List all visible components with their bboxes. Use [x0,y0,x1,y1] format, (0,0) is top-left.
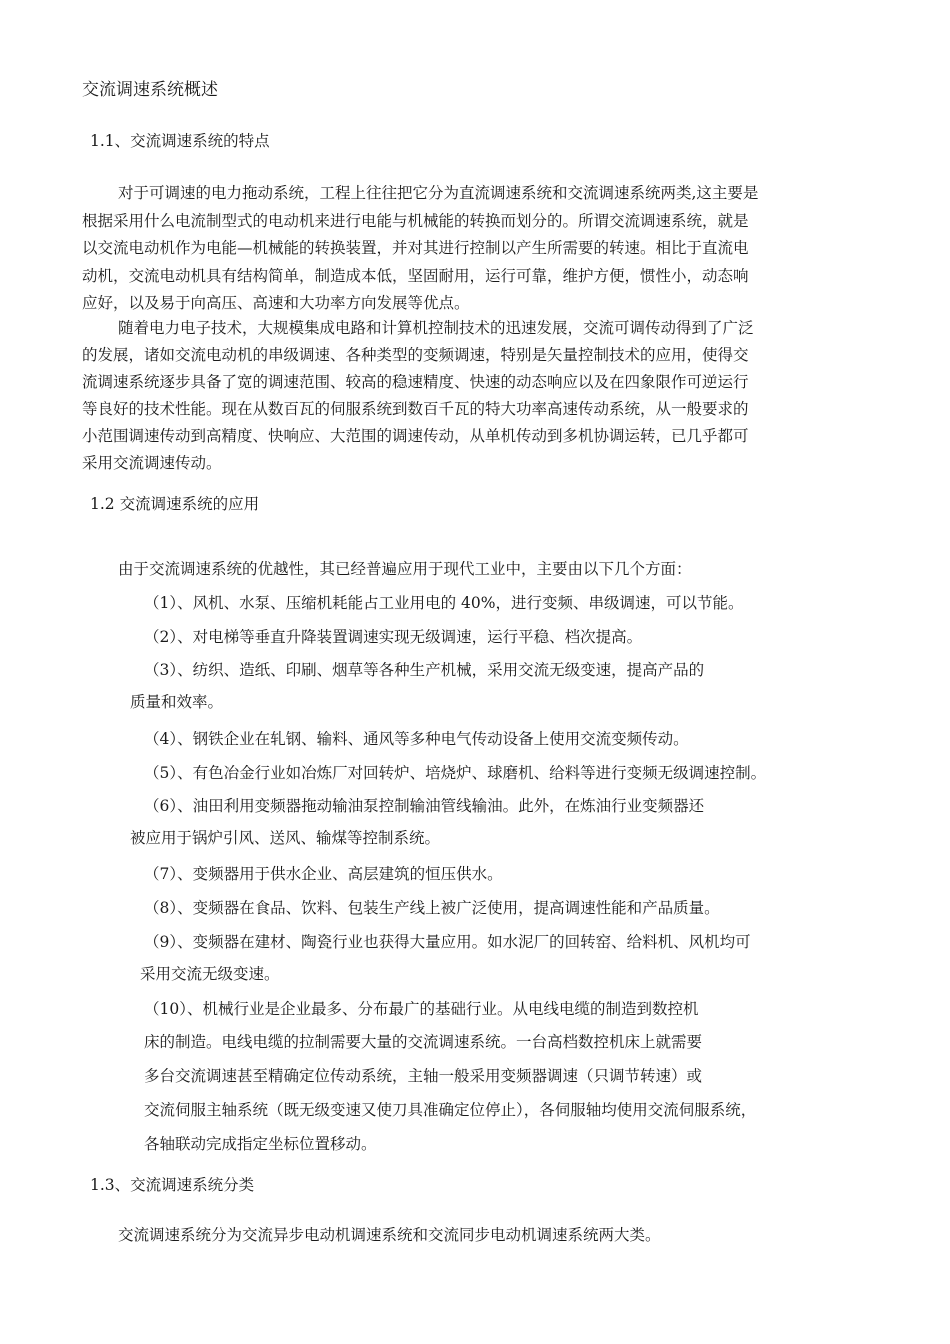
paragraph-line: 对于可调速的电力拖动系统，工程上往往把它分为直流调速系统和交流调速系统两类,这主要是 [118,184,759,202]
list-item: （7）、变频器用于供水企业、高层建筑的恒压供水。 [144,865,503,883]
paragraph-line: 等良好的技术性能。现在从数百瓦的伺服系统到数百千瓦的特大功率高速传动系统，从一般要求的 [82,400,749,418]
list-item: （5）、有色冶金行业如冶炼厂对回转炉、培烧炉、球磨机、给料等进行变频无级调速控制。 [144,764,767,782]
list-item-continued: 交流伺服主轴系统（既无级变速又使刀具准确定位停止），各伺服轴均使用交流伺服系统， [144,1101,757,1119]
list-item-continued: 各轴联动完成指定坐标位置移动。 [144,1135,377,1153]
paragraph-line: 随着电力电子技术，大规模集成电路和计算机控制技术的迅速发展，交流可调传动得到了广泛 [118,319,754,337]
paragraph-line: 根据采用什么电流制型式的电动机来进行电能与机械能的转换而划分的。所谓交流调速系统，就是 [82,212,749,230]
paragraph-line: 流调速系统逐步具备了宽的调速范围、较高的稳速精度、快速的动态响应以及在四象限作可逆运行 [82,373,749,391]
list-item-continued: 多台交流调速甚至精确定位传动系统，主轴一般采用变频器调速（只调节转速）或 [144,1067,703,1085]
paragraph-line: 以交流电动机作为电能—机械能的转换装置，并对其进行控制以产生所需要的转速。相比于直流电 [82,239,749,257]
list-item-continued: 采用交流无级变速。 [140,965,280,983]
list-item: （10）、机械行业是企业最多、分布最广的基础行业。从电线电缆的制造到数控机 [144,1000,699,1018]
list-item: （8）、变频器在食品、饮料、包装生产线上被广泛使用，提高调速性能和产品质量。 [144,899,720,917]
list-item-continued: 被应用于锅炉引风、送风、输煤等控制系统。 [130,829,441,847]
list-item: （3）、纺织、造纸、印刷、烟草等各种生产机械，采用交流无级变速，提高产品的 [144,661,705,679]
paragraph-line: 的发展，诸如交流电动机的串级调速、各种类型的变频调速，特别是矢量控制技术的应用，使得交 [82,346,749,364]
doc-title: 交流调速系统概述 [82,80,218,100]
list-item: （1）、风机、水泵、压缩机耗能占工业用电的 40%，进行变频、串级调速，可以节能。 [144,594,744,612]
list-item: （9）、变频器在建材、陶瓷行业也获得大量应用。如水泥厂的回转窑、给料机、风机均可 [144,933,751,951]
section-3-heading: 1.3、交流调速系统分类 [90,1176,255,1194]
paragraph-line: 小范围调速传动到高精度、快响应、大范围的调速传动，从单机传动到多机协调运转，已几乎都可 [82,427,749,445]
paragraph-line: 应好，以及易于向高压、高速和大功率方向发展等优点。 [82,294,470,312]
paragraph-line: 交流调速系统分为交流异步电动机调速系统和交流同步电动机调速系统两大类。 [118,1226,661,1244]
paragraph-line: 由于交流调速系统的优越性，其已经普遍应用于现代工业中，主要由以下几个方面： [118,560,692,578]
list-item: （6）、油田利用变频器拖动输油泵控制输油管线输油。此外，在炼油行业变频器还 [144,797,705,815]
list-item-continued: 床的制造。电线电缆的拉制需要大量的交流调速系统。一台高档数控机床上就需要 [144,1033,703,1051]
list-item: （4）、钢铁企业在轧钢、输料、通风等多种电气传动设备上使用交流变频传动。 [144,730,689,748]
list-item: （2）、对电梯等垂直升降装置调速实现无级调速，运行平稳、档次提高。 [144,628,643,646]
paragraph-line: 采用交流调速传动。 [82,454,222,472]
paragraph-line: 动机，交流电动机具有结构简单，制造成本低，坚固耐用，运行可靠，维护方便，惯性小，动态响 [82,267,749,285]
list-item-continued: 质量和效率。 [130,693,224,711]
section-1-heading: 1.1、交流调速系统的特点 [90,132,270,150]
section-2-heading: 1.2 交流调速系统的应用 [90,495,260,513]
